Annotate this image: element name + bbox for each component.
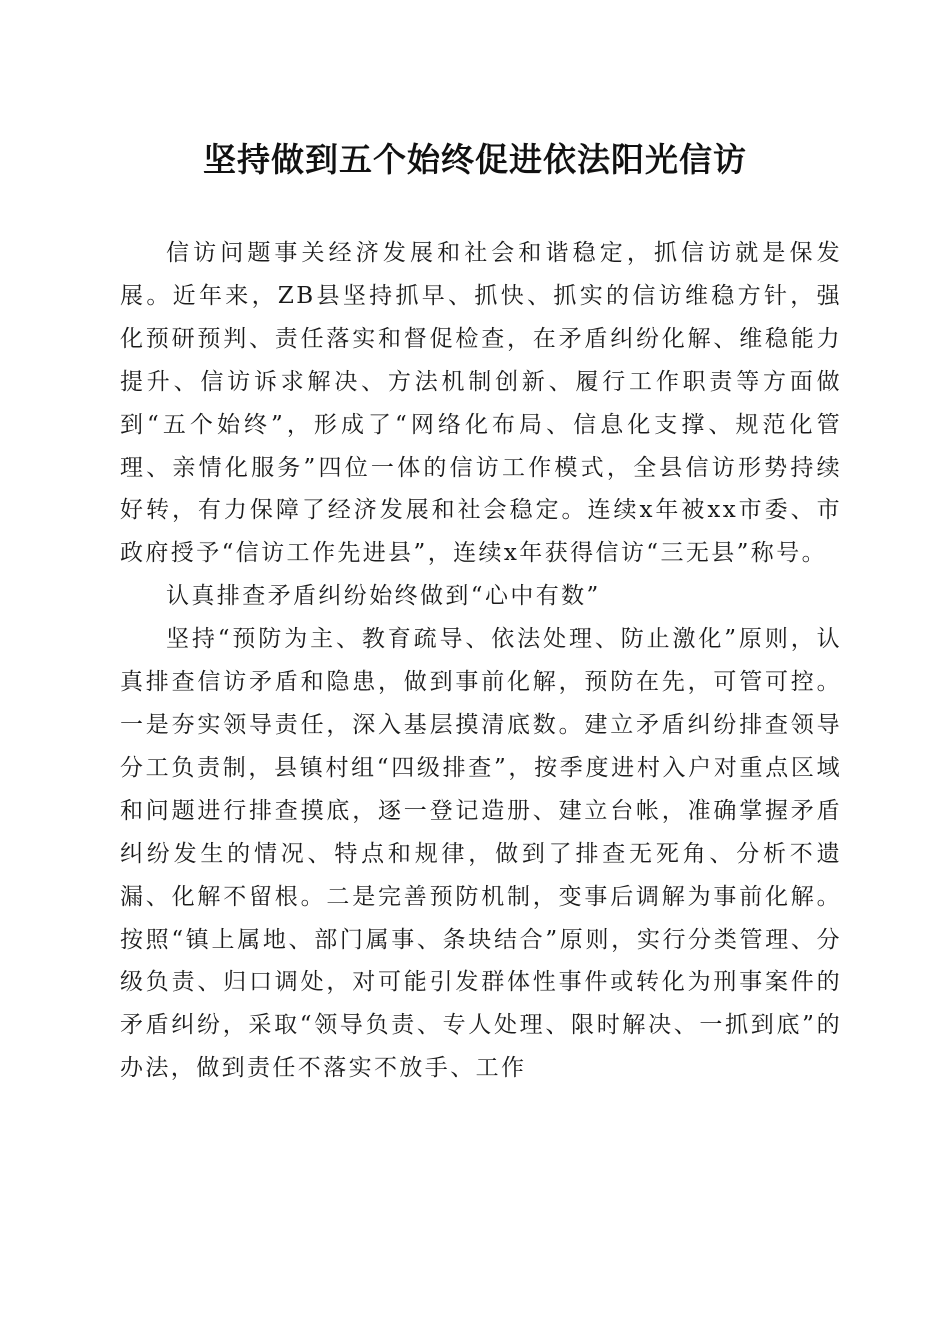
document-body (120, 232, 842, 1090)
section-heading: 认真排查矛盾纠纷始终做到“心中有数” (166, 583, 601, 610)
intro-paragraph: 信访问题事关经济发展和社会和谐稳定，抓信访就是保发展。近年来，ZB县坚持抓早、抓快、抓实的信访维稳方针，强化预研预判、责任落实和督促检查，在矛盾纠纷化解、维稳能力提升、信访诉求解决、方法机制创新、履行工作职责等方面做到“五个始终”，形成了“网络化布局、信息化支撑、规范化管理、亲情化服务”四位一体的信访工作模式，全县信访形势持续好转，有力保障了经济发展和社会稳定。连续x年被xx市委、市政府授予“信访工作先进县”，连续x年获得信访“三无县”称号。 (120, 240, 842, 567)
document-title: 坚持做到五个始终促进依法阳光信访 (203, 140, 747, 179)
section-paragraph: 坚持“预防为主、教育疏导、依法处理、防止激化”原则，认真排查信访矛盾和隐患，做到事前化解，预防在先，可管可控。一是夯实领导责任，深入基层摸清底数。建立矛盾纠纷排查领导分工负责制，县镇村组“四级排查”，按季度进村入户对重点区域和问题进行排查摸底，逐一登记造册、建立台帐，准确掌握矛盾纠纷发生的情况、特点和规律，做到了排查无死角、分析不遗漏、化解不留根。二是完善预防机制，变事后调解为事前化解。按照“镇上属地、部门属事、条块结合”原则，实行分类管理、分级负责、归口调处，对可能引发群体性事件或转化为刑事案件的矛盾纠纷，采取“领导负责、专人处理、限时解决、一抓到底”的办法，做到责任不落实不放手、工作 (120, 626, 842, 1082)
